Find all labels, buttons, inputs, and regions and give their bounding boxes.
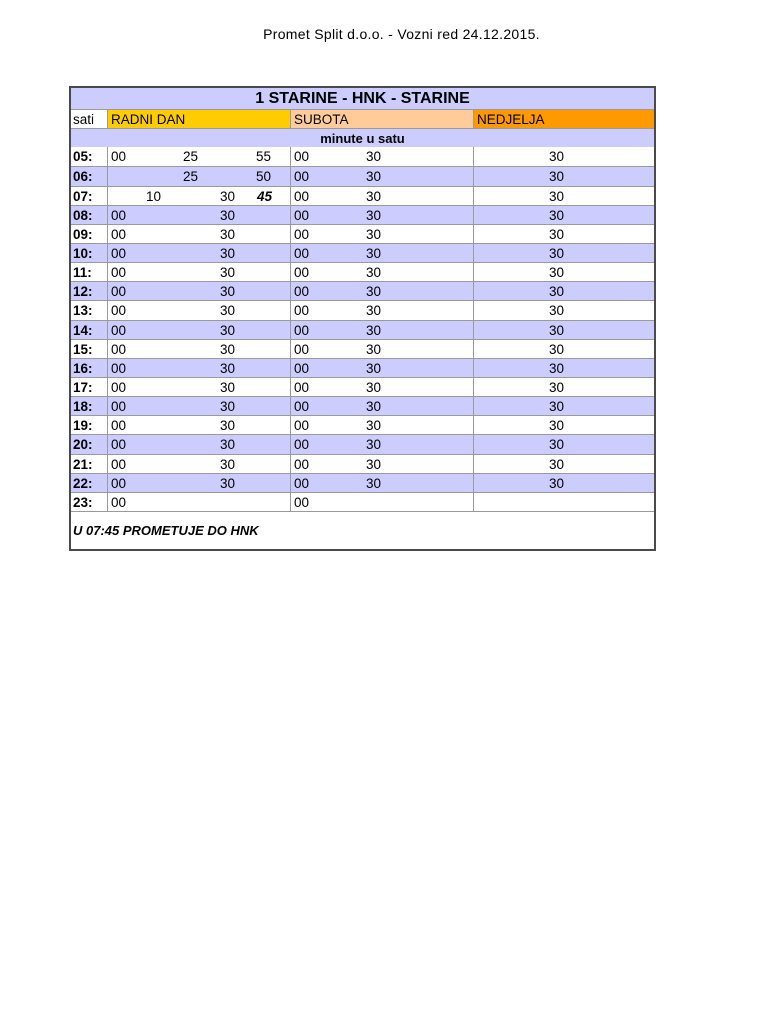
- departure-minute: 30: [549, 284, 565, 300]
- departure-minute: 30: [366, 149, 382, 165]
- departure-minute: 00: [294, 341, 310, 357]
- nedjelja-cell: [474, 455, 654, 473]
- nedjelja-cell: [474, 263, 654, 281]
- departure-minute: 00: [294, 265, 310, 281]
- table-row: [71, 186, 654, 205]
- departure-minute: 00: [294, 284, 310, 300]
- hour-cell: 11:: [71, 263, 108, 281]
- table-row: [71, 492, 654, 511]
- departure-minute: 00: [111, 341, 127, 357]
- timetable-note: U 07:45 PROMETUJE DO HNK: [71, 511, 654, 549]
- radni-dan-cell: [108, 359, 291, 377]
- radni-dan-cell: [108, 340, 291, 358]
- radni-dan-cell: [108, 187, 291, 205]
- departure-minute: 30: [549, 456, 565, 472]
- departure-minute: 30: [220, 341, 236, 357]
- departure-minute: 00: [111, 284, 127, 300]
- hour-cell: 14:: [71, 321, 108, 339]
- nedjelja-cell: [474, 206, 654, 224]
- table-row: [71, 396, 654, 415]
- hour-cell: 19:: [71, 416, 108, 434]
- hour-cell: 07:: [71, 187, 108, 205]
- departure-minute: 00: [111, 207, 127, 223]
- departure-minute: 30: [549, 226, 565, 242]
- hour-cell: 06:: [71, 167, 108, 185]
- departure-minute: 00: [294, 303, 310, 319]
- departure-minute: 30: [366, 207, 382, 223]
- departure-minute: 30: [549, 399, 565, 415]
- departure-minute: 30: [549, 379, 565, 395]
- departure-minute: 30: [220, 226, 236, 242]
- subota-cell: [291, 301, 474, 319]
- departure-minute: 00: [294, 399, 310, 415]
- nedjelja-cell: [474, 244, 654, 262]
- table-row: [71, 147, 654, 166]
- nedjelja-cell: [474, 435, 654, 453]
- departure-minute: 30: [220, 475, 236, 491]
- departure-minute: 50: [256, 169, 272, 185]
- departure-minute: 30: [549, 169, 565, 185]
- hour-cell: 16:: [71, 359, 108, 377]
- departure-minute: 00: [111, 437, 127, 453]
- departure-minute: 30: [366, 265, 382, 281]
- departure-minute: 30: [220, 284, 236, 300]
- table-row: [71, 300, 654, 319]
- departure-minute: 00: [294, 207, 310, 223]
- departure-minute: 00: [294, 149, 310, 165]
- departure-minute: 00: [111, 265, 127, 281]
- departure-minute: 00: [294, 245, 310, 261]
- radni-dan-cell: [108, 147, 291, 166]
- departure-minute: 25: [183, 149, 199, 165]
- departure-minute: 00: [294, 494, 310, 510]
- subota-cell: [291, 263, 474, 281]
- departure-minute: 00: [111, 379, 127, 395]
- departure-minute: 00: [294, 322, 310, 338]
- departure-minute: 00: [294, 418, 310, 434]
- departure-minute: 30: [366, 322, 382, 338]
- table-row: [71, 339, 654, 358]
- subota-cell: [291, 416, 474, 434]
- departure-minute: 30: [549, 149, 565, 165]
- radni-dan-cell: [108, 301, 291, 319]
- departure-minute-special: 45: [257, 188, 273, 204]
- departure-minute: 30: [366, 475, 382, 491]
- departure-minute: 00: [111, 303, 127, 319]
- departure-minute: 00: [111, 245, 127, 261]
- column-header-row: [71, 109, 654, 128]
- hour-cell: 15:: [71, 340, 108, 358]
- radni-dan-cell: [108, 378, 291, 396]
- subota-cell: [291, 167, 474, 185]
- departure-minute: 30: [366, 379, 382, 395]
- radni-dan-cell: [108, 493, 291, 511]
- departure-minute: 30: [220, 379, 236, 395]
- departure-minute: 25: [183, 169, 199, 185]
- departure-minute: 00: [111, 494, 127, 510]
- hour-cell: 22:: [71, 474, 108, 492]
- nedjelja-cell: [474, 187, 654, 205]
- departure-minute: 30: [549, 245, 565, 261]
- table-row: [71, 205, 654, 224]
- departure-minute: 30: [366, 341, 382, 357]
- hour-cell: 18:: [71, 397, 108, 415]
- departure-minute: 00: [294, 360, 310, 376]
- column-header-subota: SUBOTA: [291, 110, 474, 128]
- table-row: [71, 243, 654, 262]
- departure-minute: 30: [220, 456, 236, 472]
- hour-cell: 20:: [71, 435, 108, 453]
- departure-minute: 30: [220, 418, 236, 434]
- departure-minute: 30: [220, 188, 236, 204]
- nedjelja-cell: [474, 397, 654, 415]
- departure-minute: 30: [549, 341, 565, 357]
- hour-cell: 17:: [71, 378, 108, 396]
- subota-cell: [291, 225, 474, 243]
- departure-minute: 30: [220, 437, 236, 453]
- departure-minute: 30: [366, 399, 382, 415]
- subota-cell: [291, 455, 474, 473]
- nedjelja-cell: [474, 359, 654, 377]
- departure-minute: 30: [220, 360, 236, 376]
- departure-minute: 30: [549, 303, 565, 319]
- timetable: [69, 86, 656, 551]
- radni-dan-cell: [108, 167, 291, 185]
- column-header-radni-dan: RADNI DAN: [108, 110, 291, 128]
- departure-minute: 00: [294, 226, 310, 242]
- departure-minute: 00: [111, 399, 127, 415]
- departure-minute: 30: [549, 322, 565, 338]
- radni-dan-cell: [108, 416, 291, 434]
- table-row: [71, 262, 654, 281]
- table-row: [71, 377, 654, 396]
- table-row: [71, 415, 654, 434]
- hour-cell: 12:: [71, 282, 108, 300]
- nedjelja-cell: [474, 167, 654, 185]
- departure-minute: 30: [366, 169, 382, 185]
- departure-minute: 30: [549, 265, 565, 281]
- departure-minute: 30: [549, 188, 565, 204]
- departure-minute: 30: [366, 456, 382, 472]
- departure-minute: 30: [366, 303, 382, 319]
- subota-cell: [291, 378, 474, 396]
- timetable-body: [71, 147, 654, 511]
- radni-dan-cell: [108, 321, 291, 339]
- column-header-hour: sati: [71, 110, 108, 128]
- subota-cell: [291, 397, 474, 415]
- departure-minute: 30: [366, 418, 382, 434]
- nedjelja-cell: [474, 301, 654, 319]
- radni-dan-cell: [108, 282, 291, 300]
- departure-minute: 30: [366, 188, 382, 204]
- departure-minute: 00: [111, 226, 127, 242]
- subota-cell: [291, 187, 474, 205]
- minutes-subheader: minute u satu: [71, 128, 654, 147]
- nedjelja-cell: [474, 378, 654, 396]
- subota-cell: [291, 321, 474, 339]
- departure-minute: 30: [366, 360, 382, 376]
- table-row: [71, 224, 654, 243]
- hour-cell: 13:: [71, 301, 108, 319]
- hour-cell: 21:: [71, 455, 108, 473]
- table-row: [71, 434, 654, 453]
- departure-minute: 00: [294, 437, 310, 453]
- table-row: [71, 358, 654, 377]
- hour-cell: 23:: [71, 493, 108, 511]
- column-header-nedjelja: NEDJELJA: [474, 110, 654, 128]
- subota-cell: [291, 474, 474, 492]
- hour-cell: 09:: [71, 225, 108, 243]
- nedjelja-cell: [474, 474, 654, 492]
- departure-minute: 30: [549, 360, 565, 376]
- hour-cell: 05:: [71, 147, 108, 166]
- nedjelja-cell: [474, 282, 654, 300]
- table-row: [71, 473, 654, 492]
- nedjelja-cell: [474, 493, 654, 511]
- departure-minute: 00: [111, 149, 127, 165]
- departure-minute: 00: [294, 379, 310, 395]
- nedjelja-cell: [474, 340, 654, 358]
- nedjelja-cell: [474, 321, 654, 339]
- radni-dan-cell: [108, 455, 291, 473]
- page-header: Promet Split d.o.o. - Vozni red 24.12.2015.: [263, 26, 540, 42]
- departure-minute: 30: [220, 245, 236, 261]
- departure-minute: 30: [220, 399, 236, 415]
- departure-minute: 30: [220, 207, 236, 223]
- subota-cell: [291, 206, 474, 224]
- departure-minute: 00: [294, 456, 310, 472]
- departure-minute: 30: [549, 207, 565, 223]
- departure-minute: 55: [256, 149, 272, 165]
- departure-minute: 30: [366, 284, 382, 300]
- radni-dan-cell: [108, 263, 291, 281]
- subota-cell: [291, 244, 474, 262]
- departure-minute: 00: [294, 169, 310, 185]
- departure-minute: 00: [111, 418, 127, 434]
- table-row: [71, 166, 654, 185]
- departure-minute: 00: [111, 475, 127, 491]
- departure-minute: 10: [146, 188, 162, 204]
- departure-minute: 30: [549, 437, 565, 453]
- departure-minute: 00: [111, 456, 127, 472]
- radni-dan-cell: [108, 244, 291, 262]
- hour-cell: 08:: [71, 206, 108, 224]
- nedjelja-cell: [474, 416, 654, 434]
- departure-minute: 30: [366, 226, 382, 242]
- table-row: [71, 454, 654, 473]
- nedjelja-cell: [474, 225, 654, 243]
- hour-cell: 10:: [71, 244, 108, 262]
- subota-cell: [291, 147, 474, 166]
- subota-cell: [291, 493, 474, 511]
- radni-dan-cell: [108, 397, 291, 415]
- departure-minute: 00: [111, 360, 127, 376]
- timetable-title: 1 STARINE - HNK - STARINE: [71, 88, 654, 109]
- subota-cell: [291, 340, 474, 358]
- table-row: [71, 320, 654, 339]
- departure-minute: 00: [111, 322, 127, 338]
- departure-minute: 30: [220, 265, 236, 281]
- departure-minute: 00: [294, 188, 310, 204]
- nedjelja-cell: [474, 147, 654, 166]
- subota-cell: [291, 282, 474, 300]
- radni-dan-cell: [108, 435, 291, 453]
- departure-minute: 30: [366, 245, 382, 261]
- radni-dan-cell: [108, 225, 291, 243]
- departure-minute: 30: [220, 322, 236, 338]
- departure-minute: 30: [366, 437, 382, 453]
- subota-cell: [291, 359, 474, 377]
- departure-minute: 30: [549, 475, 565, 491]
- radni-dan-cell: [108, 474, 291, 492]
- departure-minute: 00: [294, 475, 310, 491]
- subota-cell: [291, 435, 474, 453]
- departure-minute: 30: [220, 303, 236, 319]
- table-row: [71, 281, 654, 300]
- radni-dan-cell: [108, 206, 291, 224]
- departure-minute: 30: [549, 418, 565, 434]
